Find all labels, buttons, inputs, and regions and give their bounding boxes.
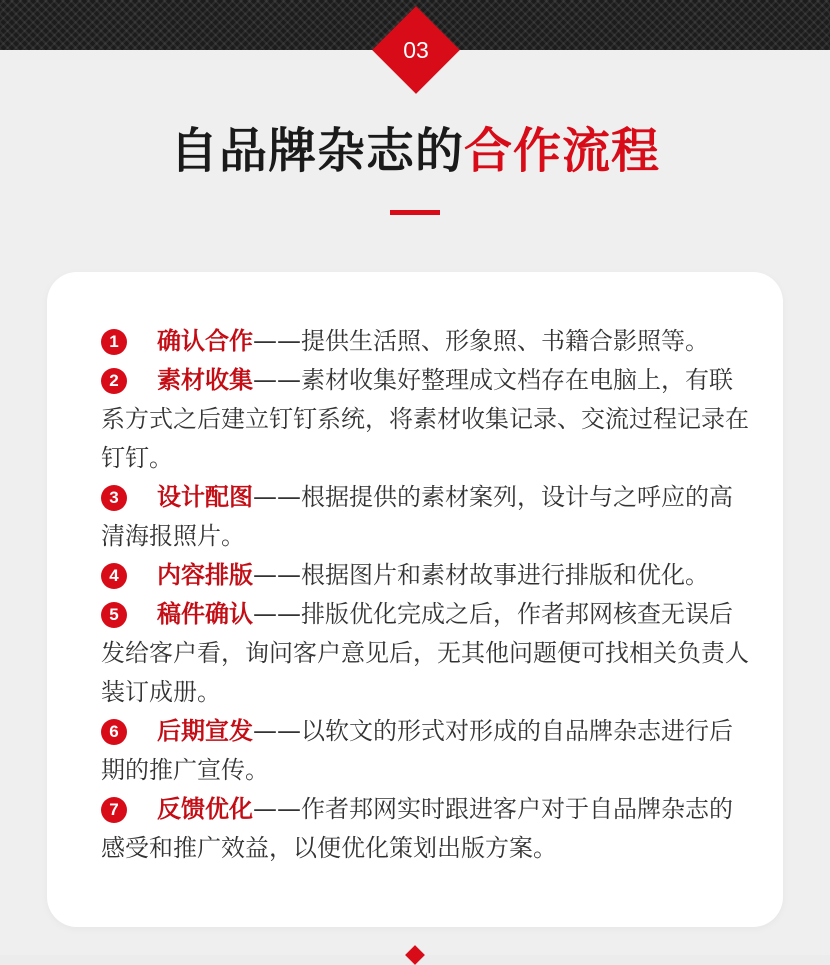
step-description: ——以软文的形式对形成的自品牌杂志进行后期的推广宣传。 bbox=[101, 717, 733, 784]
step-description: ——根据图片和素材故事进行排版和优化。 bbox=[253, 561, 709, 589]
title-main: 自品牌杂志的 bbox=[169, 123, 464, 179]
step-title: 后期宣发 bbox=[157, 717, 253, 745]
process-step bbox=[101, 361, 751, 478]
step-description: ——素材收集好整理成文档存在电脑上，有联系方式之后建立钉钉系统，将素材收集记录、交流过程记录在钉钉。 bbox=[101, 366, 749, 472]
step-number-badge: 4 bbox=[101, 563, 127, 589]
process-step bbox=[101, 322, 751, 361]
title-underline bbox=[390, 210, 440, 215]
process-steps-list bbox=[101, 322, 751, 868]
process-step bbox=[101, 478, 751, 556]
step-number-badge: 5 bbox=[101, 602, 127, 628]
process-step bbox=[101, 790, 751, 868]
step-description: ——作者邦网实时跟进客户对于自品牌杂志的感受和推广效益，以便优化策划出版方案。 bbox=[101, 795, 733, 862]
step-number-badge: 6 bbox=[101, 719, 127, 745]
process-step bbox=[101, 556, 751, 595]
step-title: 素材收集 bbox=[157, 366, 253, 394]
step-description: ——提供生活照、形象照、书籍合影照等。 bbox=[253, 327, 709, 355]
section-number: 03 bbox=[403, 37, 429, 63]
process-step bbox=[101, 712, 751, 790]
step-title: 稿件确认 bbox=[157, 600, 253, 628]
process-step bbox=[101, 595, 751, 712]
step-title: 反馈优化 bbox=[157, 795, 253, 823]
step-description: ——排版优化完成之后，作者邦网核查无误后发给客户看，询问客户意见后，无其他问题便可找相关负责人装订成册。 bbox=[101, 600, 749, 706]
step-number-badge: 1 bbox=[101, 329, 127, 355]
step-description: ——根据提供的素材案列，设计与之呼应的高清海报照片。 bbox=[101, 483, 733, 550]
step-number-badge: 7 bbox=[101, 797, 127, 823]
step-title: 设计配图 bbox=[157, 483, 253, 511]
page-title bbox=[0, 112, 830, 181]
title-accent: 合作流程 bbox=[464, 123, 661, 179]
step-title: 内容排版 bbox=[157, 561, 253, 589]
step-title: 确认合作 bbox=[157, 327, 253, 355]
step-number-badge: 2 bbox=[101, 368, 127, 394]
step-number-badge: 3 bbox=[101, 485, 127, 511]
